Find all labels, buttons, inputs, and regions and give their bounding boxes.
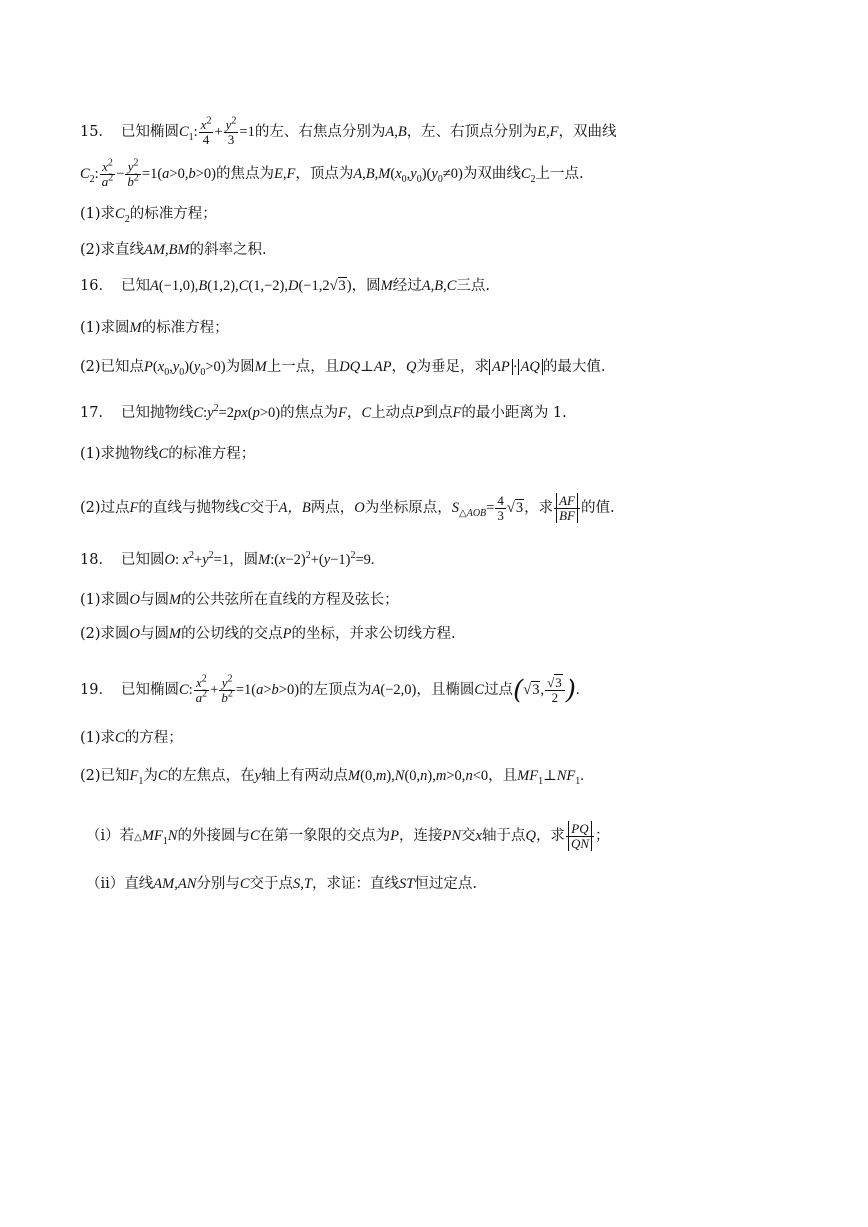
q18-text: 已知圆 bbox=[120, 552, 165, 568]
q18-circle-o: O: $x^2+y^2=1$ bbox=[164, 550, 230, 568]
q19-math: y bbox=[254, 768, 262, 784]
q17-math: A，B bbox=[278, 499, 311, 516]
q15-ellipse-equation: $C_1$: $\frac{x^2}{4}$ + $\frac{y^2}{3}$ =1 bbox=[178, 115, 255, 147]
q18-text: 的公共弦所在直线的方程及弦长； bbox=[181, 592, 399, 608]
q15-stem-line1 bbox=[80, 115, 798, 147]
q18-math: P bbox=[282, 626, 292, 642]
q17-text: ，求 bbox=[524, 499, 554, 516]
q19-part2 bbox=[80, 766, 798, 786]
q19-math: Q bbox=[525, 827, 536, 844]
q17-number: 17． bbox=[80, 405, 113, 421]
q17-part1 bbox=[80, 444, 798, 464]
q17-text: 交于 bbox=[249, 499, 279, 516]
q17-math: F bbox=[338, 405, 347, 421]
q15-text: 的左、右焦点分别为 bbox=[254, 123, 386, 140]
q17-text: 的值. bbox=[580, 499, 615, 516]
q19-math: S,T bbox=[293, 876, 312, 892]
q17-math: F bbox=[129, 499, 139, 516]
q19-text: ，且椭圆 bbox=[416, 681, 475, 698]
q17-part2 bbox=[80, 494, 798, 523]
q17-parabola-equation: $C:y^2=2px(p>0)$ bbox=[193, 403, 281, 421]
q16-part2 bbox=[80, 357, 798, 377]
q15-math: $C_2$ bbox=[115, 206, 130, 225]
q15-math: $C_2$ bbox=[520, 165, 536, 185]
q18-math: M bbox=[169, 592, 182, 608]
q19-math: ST bbox=[399, 876, 415, 892]
q16-math: A,B,C bbox=[421, 278, 457, 294]
q17-text: ， bbox=[346, 405, 362, 421]
q16-text: 为垂足，求 bbox=[416, 359, 490, 375]
q19-text: 的左顶点为 bbox=[299, 681, 372, 698]
q15-foci: A,B bbox=[385, 123, 407, 140]
q19-text: （ii）直线 bbox=[86, 876, 154, 892]
q19-sub2 bbox=[86, 874, 798, 894]
q17-ratio: $\frac{AF}{BF}$ bbox=[553, 500, 581, 516]
q15-part2 bbox=[80, 240, 798, 260]
q19-math: A(−2,0) bbox=[371, 681, 417, 698]
q18-text: (2)求圆 bbox=[80, 626, 130, 642]
q19-text: 轴于点 bbox=[481, 827, 526, 844]
q15-math: AM,BM bbox=[144, 242, 190, 258]
q15-text: 为双曲线 bbox=[462, 165, 521, 182]
q19-ellipse-equation: C: $\frac{x^2}{a^2}$ + $\frac{y^2}{b^2}$ =1(a>b>0) bbox=[178, 673, 300, 705]
q17-math: P bbox=[414, 405, 424, 421]
q16-text: ，圆 bbox=[351, 278, 381, 294]
q17-text: 的标准方程； bbox=[168, 446, 256, 462]
q15-text: ，左、右顶点分别为 bbox=[406, 123, 538, 140]
q17-math: C bbox=[361, 405, 372, 421]
q19-text: ，连接 bbox=[398, 827, 443, 844]
q19-number: 19． bbox=[80, 681, 113, 698]
q19-text: ； bbox=[595, 827, 610, 844]
q16-math: DQ⊥AP bbox=[339, 359, 392, 375]
q16-text: 的标准方程； bbox=[141, 320, 229, 336]
q19-text: 在第一象限的交点为 bbox=[259, 827, 391, 844]
q19-text: 的左焦点，在 bbox=[167, 768, 255, 784]
q16-part1 bbox=[80, 318, 798, 338]
q16-math: M bbox=[254, 359, 267, 375]
q15-text: ，双曲线 bbox=[558, 123, 617, 140]
q18-text: 与圆 bbox=[140, 626, 170, 642]
q18-part1 bbox=[80, 590, 798, 610]
q19-text: 交 bbox=[461, 827, 476, 844]
q19-moving-points: M(0,m),N(0,n),m>0,n<0 bbox=[348, 768, 489, 784]
q17-math: C bbox=[239, 499, 250, 516]
q19-text: 的外接圆与 bbox=[177, 827, 250, 844]
q19-math: x bbox=[475, 827, 482, 844]
q15-text: 的标准方程； bbox=[129, 206, 217, 222]
q17-stem bbox=[80, 403, 798, 423]
q19-math: $\triangle MF_1N$ bbox=[134, 827, 178, 847]
q16-text: (1)求圆 bbox=[80, 320, 130, 336]
q15-hyperbola-equation: $C_2$: $\frac{x^2}{a^2}$ − $\frac{y^2}{b^2}$ =1(a>0,b>0) bbox=[80, 157, 216, 189]
q17-math: O bbox=[354, 499, 365, 516]
q18-stem bbox=[80, 550, 798, 570]
q16-stem bbox=[80, 276, 798, 296]
q15-point-m: $A,B,M(x_0,y_0)(y_0\ne 0)$ bbox=[353, 165, 463, 185]
q17-math: F bbox=[452, 405, 462, 421]
q19-math: PN bbox=[442, 827, 462, 844]
q19-text: 过点 bbox=[484, 681, 514, 698]
q15-part1 bbox=[80, 204, 798, 224]
q18-text: 与圆 bbox=[140, 592, 170, 608]
q19-text: 的方程； bbox=[124, 730, 183, 746]
q19-text: ，求 bbox=[535, 827, 565, 844]
q19-text: 恒过定点. bbox=[414, 876, 477, 892]
q18-circle-m: $M:(x-2)^2+(y-1)^2=9$. bbox=[258, 550, 375, 568]
q15-text: (2)求直线 bbox=[80, 242, 145, 258]
q17-text: 的最小距离为 1. bbox=[461, 405, 567, 421]
q16-text: 三点. bbox=[456, 278, 490, 294]
q15-number: 15． bbox=[80, 123, 113, 140]
q19-text: (2)已知 bbox=[80, 768, 130, 784]
q19-ratio: $\frac{PQ}{QN}$ bbox=[565, 828, 595, 844]
q17-text: (2)过点 bbox=[80, 499, 130, 516]
q18-math: M bbox=[169, 626, 182, 642]
q19-text: （i）若 bbox=[86, 827, 135, 844]
q18-part2 bbox=[80, 624, 798, 644]
q19-text: 为 bbox=[143, 768, 158, 784]
q17-text: 已知抛物线 bbox=[120, 405, 194, 421]
q16-math: AP · AQ bbox=[489, 359, 543, 375]
q16-text: (2)已知点 bbox=[80, 359, 145, 375]
q16-text: 为圆 bbox=[225, 359, 255, 375]
q15-math: E,F bbox=[273, 165, 296, 182]
q19-math: C bbox=[249, 827, 260, 844]
q15-vertices: E,F bbox=[537, 123, 559, 140]
q16-text: 的最大值. bbox=[542, 359, 606, 375]
q17-text: 到点 bbox=[423, 405, 453, 421]
q15-text: 的斜率之积. bbox=[189, 242, 267, 258]
q18-text: ，圆 bbox=[229, 552, 259, 568]
q16-points: A(−1,0),B(1,2),C(1,−2),D(−1,2√3) bbox=[149, 278, 352, 294]
q19-math: P bbox=[390, 827, 399, 844]
q17-text: 的直线与抛物线 bbox=[138, 499, 240, 516]
q15-text: 已知椭圆 bbox=[120, 123, 179, 140]
q15-text: (1)求 bbox=[80, 206, 116, 222]
q16-number: 16． bbox=[80, 278, 113, 294]
q19-text: 轴上有两动点 bbox=[261, 768, 349, 784]
q19-math: AM,AN bbox=[153, 876, 197, 892]
q19-math: C bbox=[474, 681, 485, 698]
q18-math: O bbox=[129, 592, 141, 608]
q16-math: Q bbox=[406, 359, 417, 375]
q17-area: $S_{\triangle AOB}=$ $\frac{4}{3}$ √3 bbox=[451, 493, 524, 523]
q16-text: 上一点，且 bbox=[266, 359, 340, 375]
q18-text: (1)求圆 bbox=[80, 592, 130, 608]
q19-math: C bbox=[157, 768, 168, 784]
q19-math: C bbox=[115, 730, 125, 746]
q19-text: (1)求 bbox=[80, 730, 116, 746]
q19-text: 交于点 bbox=[249, 876, 294, 892]
q19-math: $F_1$ bbox=[129, 768, 144, 787]
q19-point: (√3, $\frac{√3}{2}$ ). bbox=[513, 675, 580, 706]
q17-text: (1)求抛物线 bbox=[80, 446, 159, 462]
q19-text: ，且 bbox=[488, 768, 518, 784]
q19-sub1 bbox=[86, 822, 798, 851]
q19-text: ，求证：直线 bbox=[312, 876, 399, 892]
q15-text: ，顶点为 bbox=[295, 165, 354, 182]
q19-text: 分别与 bbox=[196, 876, 240, 892]
q19-stem bbox=[80, 673, 798, 706]
q17-text: 两点， bbox=[310, 499, 355, 516]
q18-math: O bbox=[129, 626, 141, 642]
q18-text: 的坐标，并求公切线方程. bbox=[291, 626, 456, 642]
q19-math: C bbox=[239, 876, 250, 892]
q16-text: 经过 bbox=[392, 278, 422, 294]
q19-text: 已知椭圆 bbox=[120, 681, 179, 698]
q17-text: 的焦点为 bbox=[280, 405, 339, 421]
q15-text: 的焦点为 bbox=[215, 165, 274, 182]
q15-stem-line2 bbox=[80, 157, 798, 189]
q17-text: 上动点 bbox=[371, 405, 415, 421]
q17-math: C bbox=[158, 446, 169, 462]
q15-text: 上一点. bbox=[535, 165, 584, 182]
q16-math: M bbox=[380, 278, 393, 294]
q16-text: ， bbox=[391, 359, 407, 375]
q19-math: $MF_1\perp NF_1$. bbox=[517, 768, 584, 787]
q16-math: M bbox=[129, 320, 142, 336]
q16-math: $P(x_0,y_0)(y_0>0)$ bbox=[144, 359, 226, 378]
q16-text: 已知 bbox=[120, 278, 150, 294]
q19-part1 bbox=[80, 728, 798, 748]
q17-text: 为坐标原点， bbox=[364, 499, 452, 516]
q18-text: 的公切线的交点 bbox=[181, 626, 283, 642]
q18-number: 18． bbox=[80, 552, 113, 568]
